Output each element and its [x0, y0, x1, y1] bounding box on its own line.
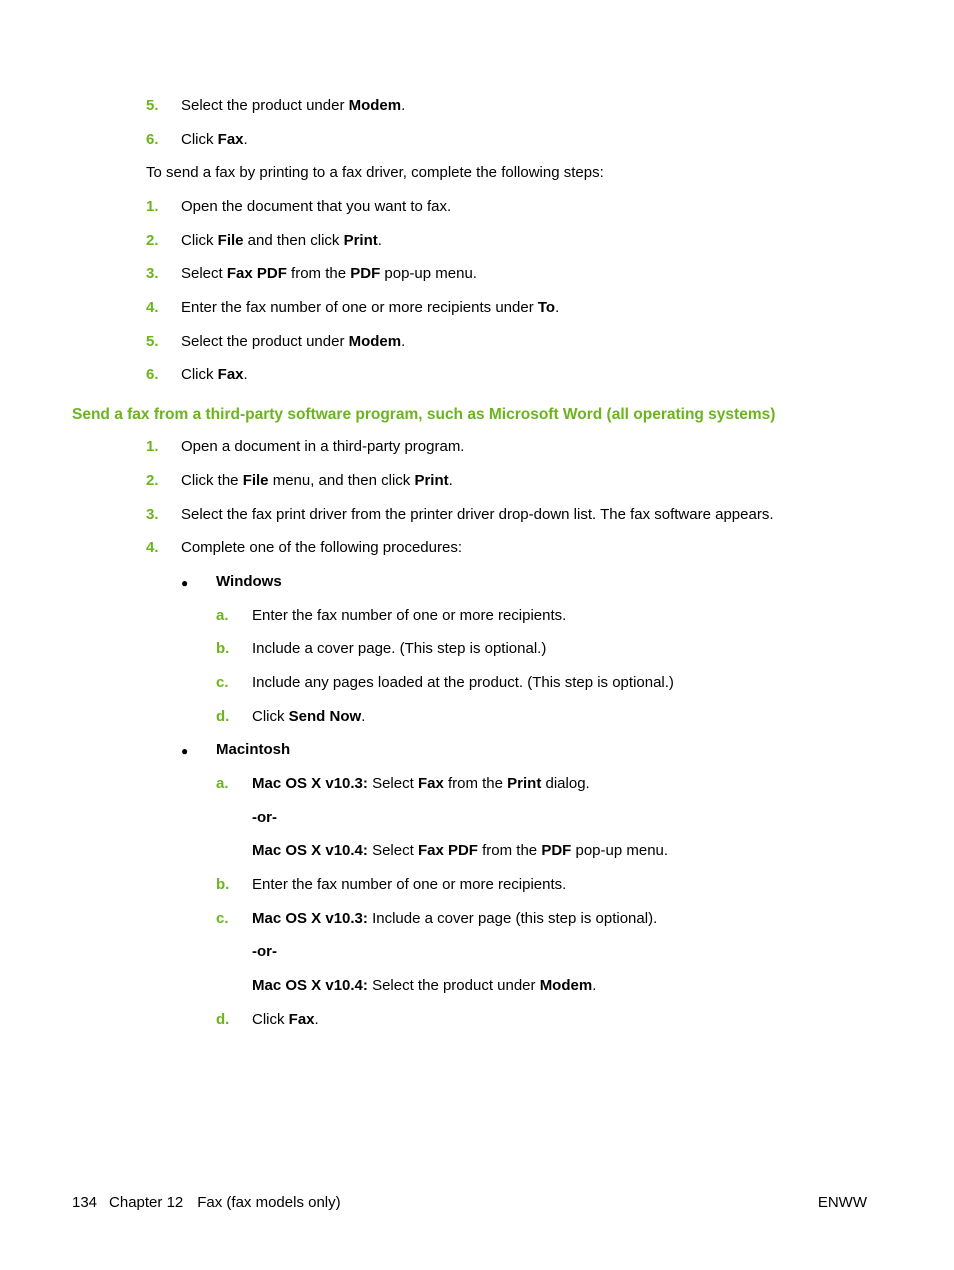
substep-text: Click Send Now. — [252, 708, 366, 725]
step-text: Select Fax PDF from the PDF pop-up menu. — [181, 265, 477, 282]
substep-text: Include a cover page. (This step is optional.) — [252, 640, 547, 657]
step-text: Click Fax. — [181, 366, 248, 383]
section-heading: Send a fax from a third-party software program, such as Microsoft Word (all operating systems) — [72, 406, 776, 423]
substep-letter: b. — [216, 640, 230, 657]
step-text: Complete one of the following procedures: — [181, 539, 463, 556]
step-number: 5. — [146, 97, 159, 114]
step-text: Open the document that you want to fax. — [181, 198, 452, 215]
bullet-icon: ● — [181, 744, 189, 758]
step-number: 5. — [146, 333, 159, 350]
chapter-title: Fax (fax models only) — [197, 1194, 341, 1211]
substep-letter: d. — [216, 708, 230, 725]
substep-letter: d. — [216, 1011, 230, 1028]
substep-letter: c. — [216, 910, 229, 927]
step-number: 2. — [146, 232, 159, 249]
step-number: 1. — [146, 198, 159, 215]
chapter-label: Chapter 12 — [109, 1194, 184, 1211]
or-separator: -or- — [252, 943, 277, 960]
step-text: Select the fax print driver from the printer driver drop-down list. The fax software appears. — [181, 506, 774, 523]
driver-intro: To send a fax by printing to a fax driver, complete the following steps: — [146, 164, 604, 181]
step-number: 3. — [146, 265, 159, 282]
substep-text: Mac OS X v10.4: Select the product under Modem. — [252, 977, 597, 994]
page-number: 134 — [72, 1194, 98, 1211]
step-text: Select the product under Modem. — [181, 333, 406, 350]
step-text: Click Fax. — [181, 131, 248, 148]
bullet-icon: ● — [181, 576, 189, 590]
footer-left — [72, 1194, 341, 1212]
step-number: 3. — [146, 506, 159, 523]
substep-text: Mac OS X v10.3: Select Fax from the Print dialog. — [252, 775, 590, 792]
step-number: 6. — [146, 366, 159, 383]
substep-letter: c. — [216, 674, 229, 691]
step-number: 2. — [146, 472, 159, 489]
step-number: 6. — [146, 131, 159, 148]
substep-letter: b. — [216, 876, 230, 893]
substep-text: Mac OS X v10.3: Include a cover page (this step is optional). — [252, 910, 658, 927]
step-number: 4. — [146, 299, 159, 316]
step-text: Select the product under Modem. — [181, 97, 406, 114]
step-number: 4. — [146, 539, 159, 556]
substep-letter: a. — [216, 607, 229, 624]
windows-title: Windows — [216, 573, 282, 590]
step-text: Open a document in a third-party program. — [181, 438, 465, 455]
substep-text: Enter the fax number of one or more recipients. — [252, 876, 567, 893]
substep-text: Click Fax. — [252, 1011, 319, 1028]
step-text: Click the File menu, and then click Print. — [181, 472, 453, 489]
macintosh-title: Macintosh — [216, 741, 291, 758]
substep-text: Enter the fax number of one or more recipients. — [252, 607, 567, 624]
step-text: Enter the fax number of one or more recipients under To. — [181, 299, 560, 316]
substep-letter: a. — [216, 775, 229, 792]
substep-text: Mac OS X v10.4: Select Fax PDF from the PDF pop-up menu. — [252, 842, 669, 859]
step-text: Click File and then click Print. — [181, 232, 382, 249]
footer-locale: ENWW — [817, 1194, 867, 1211]
step-number: 1. — [146, 438, 159, 455]
or-separator: -or- — [252, 809, 277, 826]
substep-text: Include any pages loaded at the product. (This step is optional.) — [252, 674, 674, 691]
